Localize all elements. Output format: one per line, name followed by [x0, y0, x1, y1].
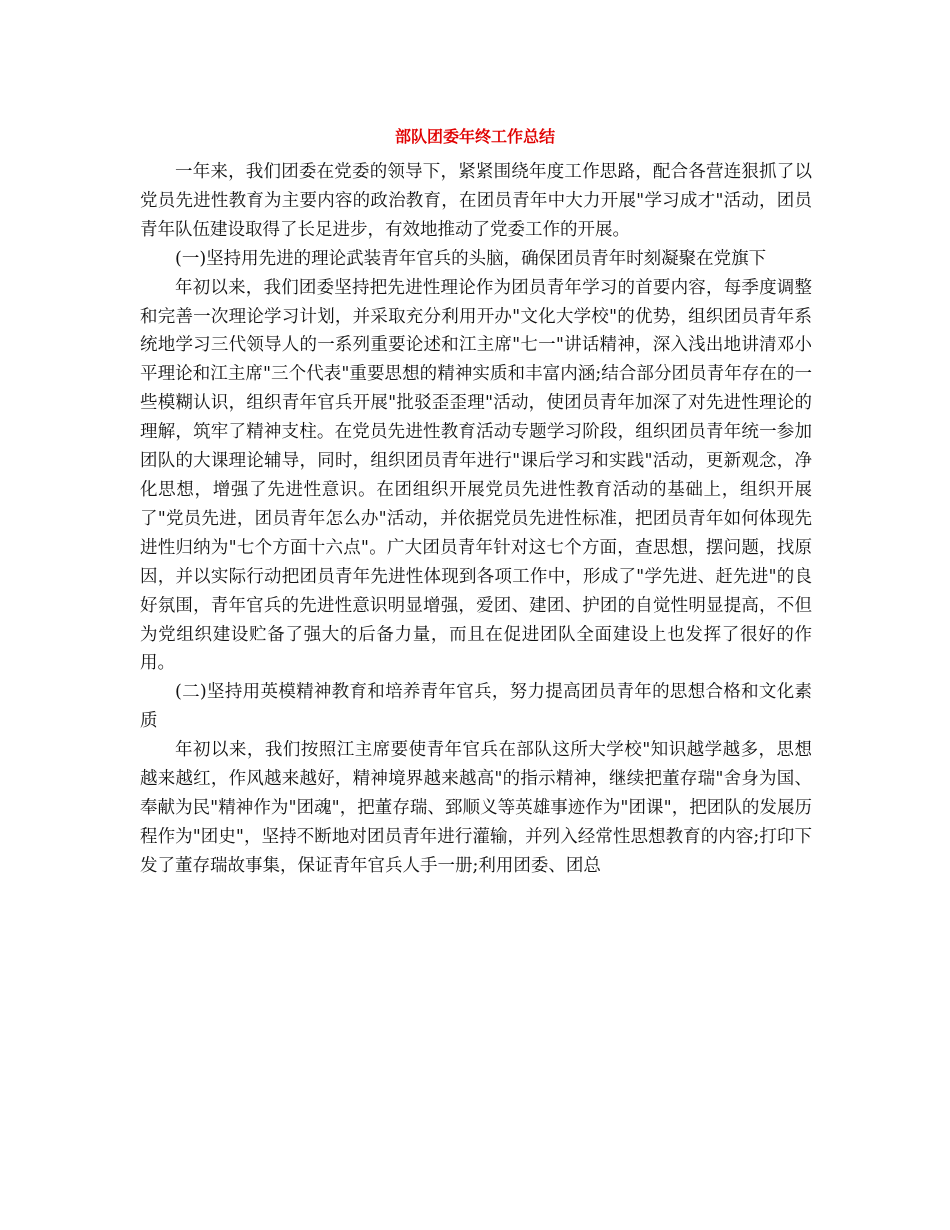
document-title: 部队团委年终工作总结: [394, 127, 555, 146]
paragraph-section-2: 年初以来，我们按照江主席要使青年官兵在部队这所大学校"知识越学越多，思想越来越红，作风越来越好，精神境界越来越高"的指示精神，继续把董存瑞"舍身为国、奉献为民"精神作为"团魂"，把董存瑞、郅顺义等英雄事迹作为"团课"，把团队的发展历程作为"团史"，坚持不断地对团员青年进行灌输，并列入经常性思想教育的内容;打印下发了董存瑞故事集，保证青年官兵人手一册;利用团委、团总: [140, 740, 812, 876]
paragraph-intro: 一年来，我们团委在党委的领导下，紧紧围绕年度工作思路，配合各营连狠抓了以党员先进性教育为主要内容的政治教育，在团员青年中大力开展"学习成才"活动，团员青年队伍建设取得了长足进步，有效地推动了党委工作的开展。: [140, 162, 812, 240]
document-body: [140, 158, 812, 881]
section-heading-2: (二)坚持用英模精神教育和培养青年官兵，努力提高团员青年的思想合格和文化素质: [140, 682, 812, 732]
section-heading-1: (一)坚持用先进的理论武装青年官兵的头脑，确保团员青年时刻凝聚在党旗下: [175, 248, 767, 269]
paragraph-section-1: 年初以来，我们团委坚持把先进性理论作为团员青年学习的首要内容，每季度调整和完善一次理论学习计划，并采取充分利用开办"文化大学校"的优势，组织团员青年系统地学习三代领导人的一系列重要论述和江主席"七一"讲话精神，深入浅出地讲清邓小平理论和江主席"三个代表"重要思想的精神实质和丰富内涵;结合部分团员青年存在的一些模糊认识，组织青年官兵开展"批驳歪歪理"活动，使团员青年加深了对先进性理论的理解，筑牢了精神支柱。在党员先进性教育活动专题学习阶段，组织团员青年统一参加团队的大课理论辅导，同时，组织团员青年进行"课后学习和实践"活动，更新观念，净化思想，增强了先进性意识。在团组织开展党员先进性教育活动的基础上，组织开展了"党员先进，团员青年怎么办"活动，并依据党员先进性标准，把团员青年如何体现先进性归纳为"七个方面十六点"。广大团员青年针对这七个方面，查思想，摆问题，找原因，并以实际行动把团员青年先进性体现到各项工作中，形成了"学先进、赶先进"的良好氛围，青年官兵的先进性意识明显增强，爱团、建团、护团的自觉性明显提高，不但为党组织建设贮备了强大的后备力量，而且在促进团队全面建设上也发挥了很好的作用。: [140, 277, 812, 674]
